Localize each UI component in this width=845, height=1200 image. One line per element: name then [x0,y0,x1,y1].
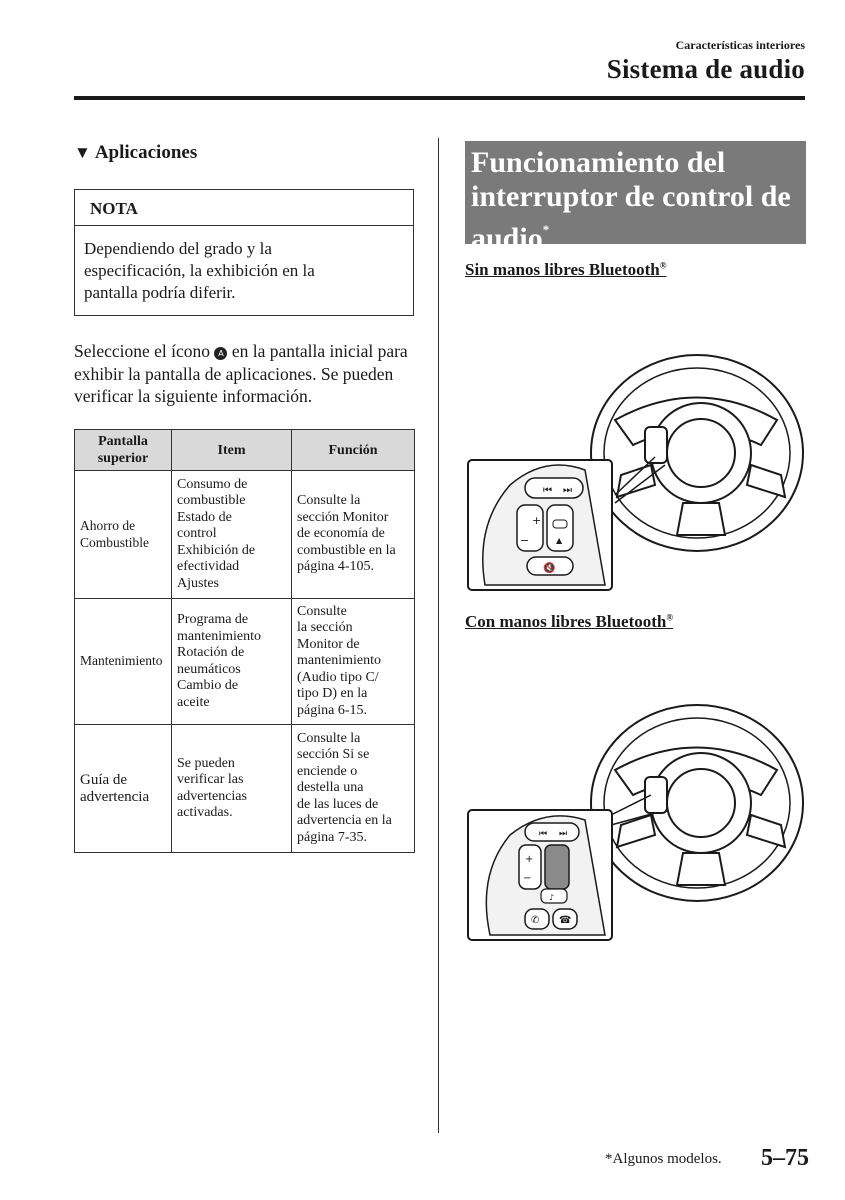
table-cell-funcion [292,471,415,599]
cell-line: Se pueden [177,755,235,771]
subheading-with-handsfree [465,612,673,632]
cell-line: Consulte la [297,493,361,509]
cell-line: destella una [297,780,364,796]
table-cell-top: Guía de advertencia [75,725,172,853]
applications-icon: A [214,347,227,360]
cell-line: de las luces de [297,796,379,812]
banner-line: interruptor de control de [471,179,791,213]
table-cell-funcion [292,599,415,725]
cell-line: Consumo de [177,476,248,492]
cell-line: Ajustes [177,575,219,591]
seek-forward-icon: ⏭ [563,485,572,496]
column-header-item: Item [172,430,292,471]
cell-line: página 7-35. [297,829,367,845]
cell-line: control [177,526,217,542]
intro-paragraph [74,340,419,408]
cell-line: Monitor de [297,636,360,652]
note-line: especificación, la exhibición en la [84,261,315,280]
steering-wheel-figure-no-handsfree [465,345,806,595]
cell-line: aceite [177,694,210,710]
cell-line: Cambio de [177,678,239,693]
table-cell-top: Mantenimiento [75,599,172,725]
volume-down-icon: − [520,534,530,547]
chapter-title: Sistema de audio [606,54,805,84]
note-line: Dependiendo del grado y la [84,239,272,258]
note-title: NOTA [75,190,413,226]
seek-forward-icon: ⏭ [559,829,568,839]
cell-line: activadas. [177,805,233,820]
cell-line: de economía de [297,526,385,542]
table-cell-item [172,725,292,853]
applications-table [74,429,415,853]
section-heading-text: Aplicaciones [94,142,198,163]
talk-icon: ♪ [549,893,555,902]
cell-line: neumáticos [177,661,241,677]
volume-down-icon: − [523,873,532,884]
intro-text-before: Seleccione el ícono [74,341,211,361]
column-header-pantalla: Pantalla superior [75,430,172,471]
mute-icon: 🔇 [543,563,556,574]
table-cell-item [172,471,292,599]
table-header-row [75,430,415,471]
cell-line: combustible en la [297,542,396,558]
subheading-text: Con manos libres Bluetooth [465,612,667,631]
cell-line: la sección [297,620,353,636]
header-rule [74,96,805,100]
cell-line: tipo D) en la [297,686,368,702]
banner-line: audio [471,222,543,255]
cell-line: página 4-105. [297,559,374,575]
seek-back-icon: ⏮ [539,829,548,839]
cell-line: combustible [177,493,246,509]
footnote: *Algunos modelos. [605,1151,722,1167]
cell-line: Programa de [177,612,249,627]
table-row [75,471,415,599]
section-heading [74,142,197,164]
subheading-without-handsfree [465,260,667,280]
triangle-marker-icon: ▼ [74,143,91,162]
cell-line: advertencia en la [297,813,392,829]
column-header-funcion: Función [292,430,415,471]
cell-line: advertencias [177,788,247,804]
registered-mark: ® [666,612,674,623]
volume-up-icon: + [532,514,542,527]
chapter-subtitle: Características interiores [675,38,805,52]
cell-line: verificar las [177,772,244,787]
table-cell-funcion [292,725,415,853]
phone-pickup-icon: ✆ [531,915,540,926]
steering-wheel-figure-handsfree [465,695,806,945]
cell-line: Rotación de [177,645,245,660]
banner-line: Funcionamiento del [471,146,726,179]
cell-line: enciende o [297,763,358,779]
note-body [84,238,404,304]
seek-back-icon: ⏮ [543,485,552,496]
column-divider [438,138,439,1133]
cell-line: Consulte la [297,730,361,746]
cell-line: Exhibición de [177,542,256,558]
table-row [75,725,415,853]
cell-line: (Audio tipo C/ [297,669,379,685]
cell-line: mantenimiento [297,653,381,669]
cell-line: mantenimiento [177,628,261,644]
cell-line: Estado de [177,509,232,525]
registered-mark: ® [659,260,667,271]
page-number: 5–75 [761,1145,809,1171]
phone-hangup-icon: ☎ [559,915,572,926]
volume-up-icon: + [525,854,534,865]
mode-icon: ▲ [556,536,563,545]
intro-text-after: en la pantalla inicial para exhibir la pantalla de aplicaciones. Se pueden verificar la siguiente información. [74,341,408,406]
section-banner [465,141,806,255]
table-row [75,599,415,725]
cell-line: sección Monitor [297,509,389,525]
note-line: pantalla podría diferir. [84,283,236,302]
cell-line: efectividad [177,559,240,575]
cell-line: Consulte [297,603,347,619]
cell-line: página 6-15. [297,702,367,718]
table-cell-item [172,599,292,725]
cell-line: sección Si se [297,747,370,763]
table-cell-top: Ahorro de Combustible [75,471,172,599]
footnote-marker: * [542,222,550,237]
note-box [74,189,414,316]
subheading-text: Sin manos libres Bluetooth [465,260,660,279]
